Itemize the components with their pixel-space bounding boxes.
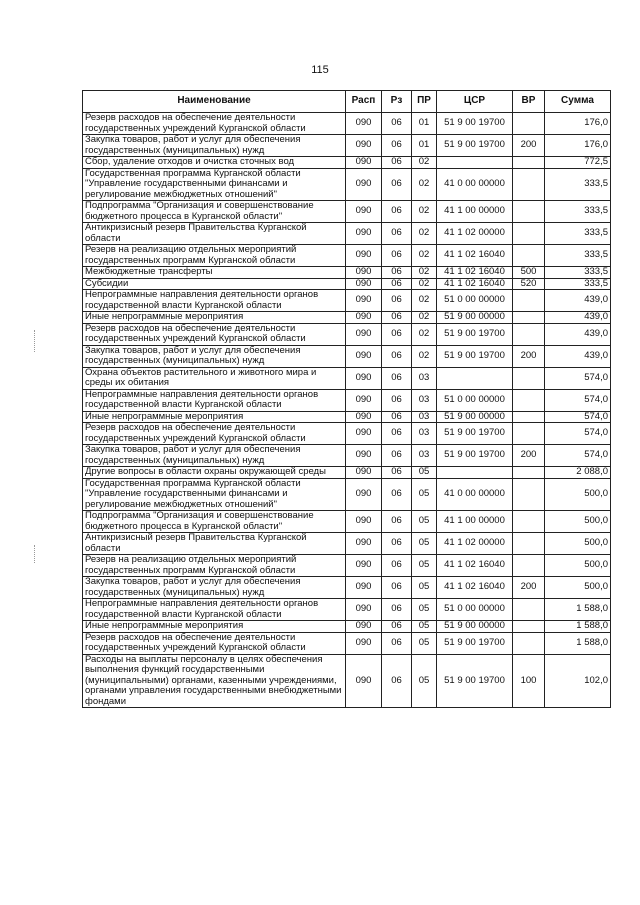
row-rz: 06 — [382, 654, 412, 708]
row-rasp: 090 — [346, 411, 382, 423]
row-vr: 100 — [513, 654, 545, 708]
row-csr: 41 0 00 00000 — [437, 478, 513, 511]
row-vr — [513, 367, 545, 389]
table-row — [83, 223, 611, 245]
row-vr — [513, 323, 545, 345]
row-name: Закупка товаров, работ и услуг для обеспечения государственных (муниципальных) нужд — [83, 577, 346, 599]
row-sum: 574,0 — [545, 367, 611, 389]
row-pr: 01 — [412, 113, 437, 135]
row-csr — [437, 467, 513, 479]
row-csr: 51 9 00 00000 — [437, 411, 513, 423]
row-rz: 06 — [382, 577, 412, 599]
row-sum: 2 088,0 — [545, 467, 611, 479]
row-csr: 51 0 00 00000 — [437, 389, 513, 411]
row-pr: 02 — [412, 323, 437, 345]
header-pr: ПР — [412, 91, 437, 113]
row-rasp: 090 — [346, 389, 382, 411]
row-sum: 772,5 — [545, 157, 611, 169]
row-vr — [513, 555, 545, 577]
row-rz: 06 — [382, 423, 412, 445]
row-rasp: 090 — [346, 445, 382, 467]
row-rz: 06 — [382, 201, 412, 223]
row-rasp: 090 — [346, 113, 382, 135]
row-rasp: 090 — [346, 423, 382, 445]
row-sum: 574,0 — [545, 411, 611, 423]
row-name: Резерв на реализацию отдельных мероприятий государственных программ Курганской области — [83, 555, 346, 577]
row-rz: 06 — [382, 245, 412, 267]
row-csr: 51 9 00 19700 — [437, 113, 513, 135]
table-row — [83, 267, 611, 279]
row-rasp: 090 — [346, 290, 382, 312]
row-rz: 06 — [382, 367, 412, 389]
row-rz: 06 — [382, 445, 412, 467]
table-row — [83, 168, 611, 201]
row-rz: 06 — [382, 157, 412, 169]
row-rasp: 090 — [346, 621, 382, 633]
table-row — [83, 445, 611, 467]
table-row — [83, 577, 611, 599]
table-row — [83, 278, 611, 290]
row-name: Иные непрограммные мероприятия — [83, 411, 346, 423]
row-rasp: 090 — [346, 599, 382, 621]
row-rasp: 090 — [346, 577, 382, 599]
table-row — [83, 533, 611, 555]
row-vr — [513, 157, 545, 169]
row-name: Подпрограмма "Организация и совершенствование бюджетного процесса в Курганской области" — [83, 511, 346, 533]
row-pr: 02 — [412, 157, 437, 169]
row-sum: 333,5 — [545, 278, 611, 290]
row-pr: 05 — [412, 555, 437, 577]
table-row — [83, 312, 611, 324]
row-rz: 06 — [382, 312, 412, 324]
row-csr: 41 1 02 00000 — [437, 533, 513, 555]
row-name: Непрограммные направления деятельности органов государственной власти Курганской области — [83, 290, 346, 312]
row-csr: 51 0 00 00000 — [437, 290, 513, 312]
row-rasp: 090 — [346, 168, 382, 201]
row-csr: 41 1 00 00000 — [437, 511, 513, 533]
row-pr: 05 — [412, 632, 437, 654]
row-csr: 41 1 02 00000 — [437, 223, 513, 245]
row-pr: 02 — [412, 223, 437, 245]
row-rasp: 090 — [346, 467, 382, 479]
row-sum: 500,0 — [545, 533, 611, 555]
row-name: Другие вопросы в области охраны окружающей среды — [83, 467, 346, 479]
page-number: 115 — [311, 64, 329, 76]
row-sum: 1 588,0 — [545, 632, 611, 654]
row-csr: 41 1 02 16040 — [437, 267, 513, 279]
row-rasp: 090 — [346, 478, 382, 511]
row-sum: 439,0 — [545, 290, 611, 312]
row-pr: 05 — [412, 621, 437, 633]
row-csr: 41 0 00 00000 — [437, 168, 513, 201]
row-name: Закупка товаров, работ и услуг для обеспечения государственных (муниципальных) нужд — [83, 345, 346, 367]
row-pr: 02 — [412, 201, 437, 223]
header-sum: Сумма — [545, 91, 611, 113]
row-sum: 500,0 — [545, 478, 611, 511]
header-rasp: Расп — [346, 91, 382, 113]
row-vr — [513, 467, 545, 479]
row-sum: 1 588,0 — [545, 599, 611, 621]
row-name: Резерв расходов на обеспечение деятельности государственных учреждений Курганской области — [83, 423, 346, 445]
scan-margin-mark — [34, 330, 38, 352]
row-pr: 05 — [412, 577, 437, 599]
row-name: Сбор, удаление отходов и очистка сточных вод — [83, 157, 346, 169]
row-rz: 06 — [382, 467, 412, 479]
table-row — [83, 323, 611, 345]
row-vr — [513, 312, 545, 324]
row-pr: 02 — [412, 267, 437, 279]
row-name: Закупка товаров, работ и услуг для обеспечения государственных (муниципальных) нужд — [83, 135, 346, 157]
row-rz: 06 — [382, 290, 412, 312]
row-csr — [437, 157, 513, 169]
row-sum: 333,5 — [545, 201, 611, 223]
table-row — [83, 511, 611, 533]
row-pr: 05 — [412, 654, 437, 708]
row-pr: 02 — [412, 345, 437, 367]
table-row — [83, 157, 611, 169]
row-vr: 200 — [513, 345, 545, 367]
row-pr: 02 — [412, 290, 437, 312]
row-pr: 02 — [412, 312, 437, 324]
row-rz: 06 — [382, 599, 412, 621]
row-rasp: 090 — [346, 245, 382, 267]
row-rasp: 090 — [346, 555, 382, 577]
row-pr: 05 — [412, 511, 437, 533]
row-rasp: 090 — [346, 201, 382, 223]
row-rasp: 090 — [346, 223, 382, 245]
row-rz: 06 — [382, 621, 412, 633]
header-vr: ВР — [513, 91, 545, 113]
header-name: Наименование — [83, 91, 346, 113]
row-vr — [513, 168, 545, 201]
row-vr — [513, 201, 545, 223]
row-csr: 51 9 00 00000 — [437, 312, 513, 324]
table-row — [83, 245, 611, 267]
table-row — [83, 367, 611, 389]
row-vr — [513, 621, 545, 633]
row-csr: 51 9 00 00000 — [437, 621, 513, 633]
header-rz: Рз — [382, 91, 412, 113]
row-csr: 51 9 00 19700 — [437, 423, 513, 445]
row-csr — [437, 367, 513, 389]
row-rasp: 090 — [346, 533, 382, 555]
row-rasp: 090 — [346, 267, 382, 279]
row-csr: 51 9 00 19700 — [437, 445, 513, 467]
row-csr: 41 1 02 16040 — [437, 278, 513, 290]
row-pr: 05 — [412, 599, 437, 621]
row-sum: 1 588,0 — [545, 621, 611, 633]
row-rasp: 090 — [346, 157, 382, 169]
row-sum: 500,0 — [545, 577, 611, 599]
row-csr: 51 9 00 19700 — [437, 323, 513, 345]
row-name: Государственная программа Курганской области "Управление государственными финансами и регулирование межбюджетных отношений" — [83, 478, 346, 511]
row-csr: 51 9 00 19700 — [437, 654, 513, 708]
table-row — [83, 290, 611, 312]
row-vr — [513, 632, 545, 654]
row-name: Иные непрограммные мероприятия — [83, 312, 346, 324]
row-sum: 500,0 — [545, 555, 611, 577]
table-body — [83, 113, 611, 708]
row-rz: 06 — [382, 345, 412, 367]
row-rasp: 090 — [346, 345, 382, 367]
row-rz: 06 — [382, 223, 412, 245]
row-name: Резерв расходов на обеспечение деятельности государственных учреждений Курганской области — [83, 113, 346, 135]
table-header-row — [83, 91, 611, 113]
row-csr: 51 0 00 00000 — [437, 599, 513, 621]
row-rz: 06 — [382, 323, 412, 345]
row-vr — [513, 533, 545, 555]
row-rasp: 090 — [346, 632, 382, 654]
table-row — [83, 113, 611, 135]
row-name: Непрограммные направления деятельности органов государственной власти Курганской области — [83, 389, 346, 411]
row-vr — [513, 113, 545, 135]
row-rz: 06 — [382, 113, 412, 135]
row-pr: 05 — [412, 467, 437, 479]
row-rz: 06 — [382, 278, 412, 290]
row-csr: 41 1 02 16040 — [437, 245, 513, 267]
row-sum: 439,0 — [545, 345, 611, 367]
row-rz: 06 — [382, 135, 412, 157]
row-rz: 06 — [382, 632, 412, 654]
row-sum: 439,0 — [545, 323, 611, 345]
row-csr: 51 9 00 19700 — [437, 135, 513, 157]
table-row — [83, 467, 611, 479]
row-pr: 02 — [412, 168, 437, 201]
row-rz: 06 — [382, 511, 412, 533]
table-row — [83, 345, 611, 367]
row-name: Иные непрограммные мероприятия — [83, 621, 346, 633]
row-name: Антикризисный резерв Правительства Курганской области — [83, 533, 346, 555]
row-pr: 03 — [412, 423, 437, 445]
row-name: Охрана объектов растительного и животного мира и среды их обитания — [83, 367, 346, 389]
row-vr — [513, 511, 545, 533]
scan-margin-mark — [34, 545, 38, 563]
row-name: Непрограммные направления деятельности органов государственной власти Курганской области — [83, 599, 346, 621]
row-rasp: 090 — [346, 367, 382, 389]
row-sum: 574,0 — [545, 389, 611, 411]
row-rasp: 090 — [346, 654, 382, 708]
budget-table — [82, 90, 611, 708]
row-vr: 200 — [513, 445, 545, 467]
table-row — [83, 621, 611, 633]
row-vr — [513, 245, 545, 267]
row-sum: 439,0 — [545, 312, 611, 324]
table-row — [83, 654, 611, 708]
row-rasp: 090 — [346, 135, 382, 157]
table-row — [83, 632, 611, 654]
row-pr: 01 — [412, 135, 437, 157]
row-rasp: 090 — [346, 323, 382, 345]
row-vr — [513, 423, 545, 445]
table-row — [83, 555, 611, 577]
table-row — [83, 423, 611, 445]
row-sum: 574,0 — [545, 445, 611, 467]
row-vr: 500 — [513, 267, 545, 279]
row-vr: 520 — [513, 278, 545, 290]
row-csr: 51 9 00 19700 — [437, 345, 513, 367]
row-sum: 102,0 — [545, 654, 611, 708]
row-csr: 41 1 00 00000 — [437, 201, 513, 223]
row-csr: 41 1 02 16040 — [437, 555, 513, 577]
row-pr: 02 — [412, 278, 437, 290]
row-rz: 06 — [382, 389, 412, 411]
row-name: Резерв расходов на обеспечение деятельности государственных учреждений Курганской области — [83, 323, 346, 345]
row-name: Антикризисный резерв Правительства Курганской области — [83, 223, 346, 245]
row-csr: 51 9 00 19700 — [437, 632, 513, 654]
row-name: Закупка товаров, работ и услуг для обеспечения государственных (муниципальных) нужд — [83, 445, 346, 467]
row-pr: 03 — [412, 411, 437, 423]
row-vr — [513, 389, 545, 411]
row-rasp: 090 — [346, 278, 382, 290]
row-vr: 200 — [513, 135, 545, 157]
header-csr: ЦСР — [437, 91, 513, 113]
row-name: Субсидии — [83, 278, 346, 290]
row-sum: 176,0 — [545, 113, 611, 135]
table-row — [83, 599, 611, 621]
row-pr: 03 — [412, 445, 437, 467]
row-pr: 05 — [412, 533, 437, 555]
row-rasp: 090 — [346, 312, 382, 324]
row-vr — [513, 223, 545, 245]
table-row — [83, 411, 611, 423]
row-rz: 06 — [382, 168, 412, 201]
row-sum: 333,5 — [545, 267, 611, 279]
row-name: Межбюджетные трансферты — [83, 267, 346, 279]
row-rz: 06 — [382, 533, 412, 555]
row-sum: 500,0 — [545, 511, 611, 533]
row-sum: 333,5 — [545, 245, 611, 267]
row-name: Резерв расходов на обеспечение деятельности государственных учреждений Курганской области — [83, 632, 346, 654]
row-sum: 176,0 — [545, 135, 611, 157]
row-vr — [513, 478, 545, 511]
row-rz: 06 — [382, 267, 412, 279]
row-pr: 02 — [412, 245, 437, 267]
row-pr: 03 — [412, 389, 437, 411]
row-vr — [513, 599, 545, 621]
table-row — [83, 135, 611, 157]
row-rz: 06 — [382, 411, 412, 423]
row-rasp: 090 — [346, 511, 382, 533]
row-vr — [513, 411, 545, 423]
row-rz: 06 — [382, 478, 412, 511]
row-name: Государственная программа Курганской области "Управление государственными финансами и регулирование межбюджетных отношений" — [83, 168, 346, 201]
row-sum: 333,5 — [545, 223, 611, 245]
row-name: Резерв на реализацию отдельных мероприятий государственных программ Курганской области — [83, 245, 346, 267]
row-pr: 05 — [412, 478, 437, 511]
table-row — [83, 389, 611, 411]
row-csr: 41 1 02 16040 — [437, 577, 513, 599]
row-name: Подпрограмма "Организация и совершенствование бюджетного процесса в Курганской области" — [83, 201, 346, 223]
table-row — [83, 478, 611, 511]
row-vr — [513, 290, 545, 312]
row-vr: 200 — [513, 577, 545, 599]
row-sum: 333,5 — [545, 168, 611, 201]
row-rz: 06 — [382, 555, 412, 577]
row-pr: 03 — [412, 367, 437, 389]
row-sum: 574,0 — [545, 423, 611, 445]
row-name: Расходы на выплаты персоналу в целях обеспечения выполнения функций государственными (муниципальными) органами, казенными учреждениями, органами управления государственными внебюджетными фондами — [83, 654, 346, 708]
table-row — [83, 201, 611, 223]
